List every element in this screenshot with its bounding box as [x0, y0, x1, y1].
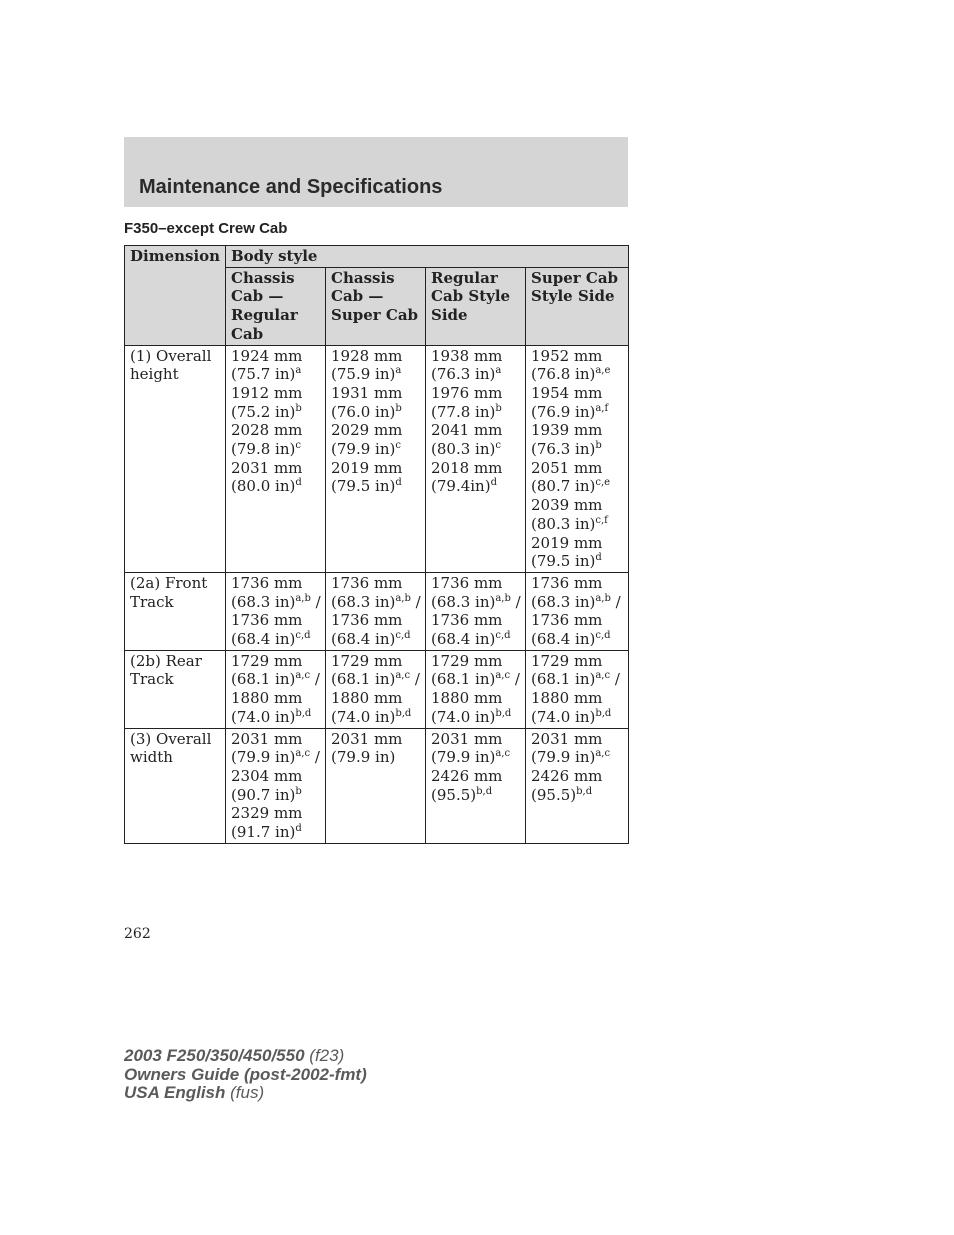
cell-line [331, 670, 420, 689]
cell-value: (79.4in) [431, 477, 491, 496]
footnote-marker: c,e [595, 477, 611, 489]
cell-value: 2031 mm [231, 458, 303, 477]
footnote-marker: a [495, 365, 502, 377]
table-header-row [125, 246, 629, 268]
cell-value: (68.3 in) [531, 592, 596, 611]
cell-line [231, 403, 320, 422]
cell-value: 2304 mm [231, 766, 303, 785]
footnote-marker: a,b [295, 592, 311, 604]
table-cell [526, 345, 629, 572]
footnote-marker: c,d [295, 630, 311, 642]
cell-value: (79.9 in) [531, 748, 596, 767]
row-label: (3) Overall width [125, 728, 226, 843]
cell-value: 2019 mm [531, 533, 603, 552]
header-body-style-0: Chassis Cab — Regular Cab [226, 267, 326, 345]
cell-value: (79.5 in) [531, 552, 596, 571]
cell-line [231, 730, 320, 749]
cell-line [531, 403, 623, 422]
cell-value: (68.1 in) [331, 670, 396, 689]
cell-value: (80.0 in) [231, 477, 296, 496]
cell-value: 2031 mm [331, 729, 403, 748]
cell-line [231, 630, 320, 649]
cell-line [431, 384, 520, 403]
footnote-marker: d [295, 477, 302, 489]
cell-value: 1729 mm [231, 651, 303, 670]
cell-value: (76.3 in) [431, 365, 496, 384]
cell-line [531, 347, 623, 366]
cell-value: 1976 mm [431, 383, 503, 402]
cell-value: 1736 mm [331, 573, 403, 592]
cell-line [431, 574, 520, 593]
cell-line [531, 384, 623, 403]
cell-line [231, 823, 320, 842]
table-row [125, 650, 629, 728]
cell-value: 1736 mm [231, 611, 303, 630]
cell-line [231, 347, 320, 366]
page-number: 262 [124, 926, 151, 942]
footnote-marker: b [595, 440, 602, 452]
cell-line [531, 748, 623, 767]
table-cell [526, 728, 629, 843]
cell-line [431, 365, 520, 384]
cell-line [231, 804, 320, 823]
cell-line [231, 440, 320, 459]
header-body-style-3: Super Cab Style Side [526, 267, 629, 345]
cell-line [331, 708, 420, 727]
cell-value: (68.4 in) [531, 630, 596, 649]
cell-line [531, 730, 623, 749]
cell-value: (79.5 in) [331, 477, 396, 496]
cell-line [331, 574, 420, 593]
cell-value: (79.8 in) [231, 440, 296, 459]
cell-line [431, 730, 520, 749]
table-cell [226, 345, 326, 572]
table-cell [226, 650, 326, 728]
cell-value: (68.1 in) [231, 670, 296, 689]
cell-value: 1924 mm [231, 346, 303, 365]
cell-value: 1736 mm [531, 573, 603, 592]
cell-line [331, 477, 420, 496]
cell-value: 2051 mm [531, 458, 603, 477]
cell-line [331, 748, 420, 767]
cell-line [231, 708, 320, 727]
footnote-marker: b [395, 402, 402, 414]
cell-value: (74.0 in) [231, 707, 296, 726]
cell-line [531, 534, 623, 553]
footnote-marker: a,c [495, 748, 511, 760]
cell-value: (80.3 in) [431, 440, 496, 459]
footer-language-code: (fus) [225, 1083, 265, 1102]
cell-line [431, 440, 520, 459]
footer-model-code: (f23) [304, 1046, 345, 1065]
cell-line [531, 670, 623, 689]
table-cell [526, 650, 629, 728]
cell-line [531, 477, 623, 496]
cell-line [231, 421, 320, 440]
footnote-marker: d [395, 477, 402, 489]
cell-separator: / [510, 670, 520, 689]
header-dimension: Dimension [125, 246, 226, 346]
cell-separator: / [610, 592, 621, 611]
cell-value: 1912 mm [231, 383, 303, 402]
footnote-marker: b,d [476, 785, 493, 797]
header-body-style: Body style [226, 246, 629, 268]
table-cell [226, 572, 326, 650]
cell-line [431, 652, 520, 671]
cell-value: 1736 mm [431, 611, 503, 630]
cell-value: 1931 mm [331, 383, 403, 402]
cell-value: (75.2 in) [231, 402, 296, 421]
footnote-marker: d [595, 552, 602, 564]
cell-value: (74.0 in) [331, 707, 396, 726]
cell-value: 1954 mm [531, 383, 603, 402]
cell-value: 1952 mm [531, 346, 603, 365]
cell-line [531, 689, 623, 708]
cell-line [231, 365, 320, 384]
cell-line [531, 652, 623, 671]
cell-separator: / [310, 748, 320, 767]
cell-line [531, 630, 623, 649]
table-body [125, 345, 629, 843]
footnote-marker: c,d [395, 630, 411, 642]
dimensions-table [124, 245, 629, 844]
table-row [125, 572, 629, 650]
row-label: (2b) Rear Track [125, 650, 226, 728]
cell-line [531, 574, 623, 593]
cell-line [431, 593, 520, 612]
cell-value: (68.4 in) [331, 630, 396, 649]
cell-line [231, 459, 320, 478]
table-cell [426, 345, 526, 572]
cell-value: (68.3 in) [331, 592, 396, 611]
cell-value: 1736 mm [431, 573, 503, 592]
cell-value: 2028 mm [231, 421, 303, 440]
cell-line [431, 459, 520, 478]
table-cell [226, 728, 326, 843]
section-title: Maintenance and Specifications [139, 176, 443, 198]
cell-line [431, 786, 520, 805]
cell-value: 1729 mm [431, 651, 503, 670]
cell-line [331, 730, 420, 749]
footnote-marker: b [295, 402, 302, 414]
cell-line [531, 593, 623, 612]
cell-line [231, 652, 320, 671]
cell-value: 2426 mm [431, 766, 503, 785]
table-title: F350–except Crew Cab [124, 220, 288, 237]
cell-line [231, 689, 320, 708]
footnote-marker: d [490, 477, 497, 489]
cell-value: (68.1 in) [431, 670, 496, 689]
cell-line [531, 611, 623, 630]
cell-value: 2029 mm [331, 421, 403, 440]
footnote-marker: a,c [295, 670, 311, 682]
cell-line [531, 496, 623, 515]
cell-value: (90.7 in) [231, 785, 296, 804]
cell-line [331, 593, 420, 612]
cell-line [331, 689, 420, 708]
cell-line [531, 515, 623, 534]
cell-line [431, 403, 520, 422]
cell-value: 1736 mm [331, 611, 403, 630]
cell-value: 1736 mm [531, 611, 603, 630]
table-row [125, 728, 629, 843]
footnote-marker: c,f [595, 514, 608, 526]
cell-value: (80.3 in) [531, 514, 596, 533]
cell-value: 2031 mm [231, 729, 303, 748]
footnote-marker: a,c [295, 748, 311, 760]
cell-value: (68.1 in) [531, 670, 596, 689]
table-cell [426, 572, 526, 650]
footnote-marker: a [295, 365, 302, 377]
table-cell [426, 728, 526, 843]
footnote-marker: b,d [395, 707, 412, 719]
cell-line [431, 630, 520, 649]
cell-line [431, 670, 520, 689]
cell-value: 2019 mm [331, 458, 403, 477]
cell-value: (91.7 in) [231, 823, 296, 842]
table-row [125, 345, 629, 572]
cell-separator: / [310, 592, 321, 611]
footnote-marker: b [495, 402, 502, 414]
footnote-marker: a,c [595, 670, 611, 682]
footnote-marker: c,d [495, 630, 511, 642]
footnote-marker: a,c [395, 670, 411, 682]
footnote-marker: a,e [595, 365, 611, 377]
cell-value: (79.9 in) [231, 748, 296, 767]
cell-line [531, 552, 623, 571]
cell-value: 1880 mm [231, 689, 303, 708]
cell-value: (76.8 in) [531, 365, 596, 384]
cell-line [231, 670, 320, 689]
cell-value: 1880 mm [331, 689, 403, 708]
footnote-marker: a,b [595, 592, 611, 604]
footnote-marker: d [295, 823, 302, 835]
cell-value: (68.3 in) [231, 592, 296, 611]
table-cell [426, 650, 526, 728]
cell-line [231, 611, 320, 630]
cell-line [231, 767, 320, 786]
footnote-marker: a,f [595, 402, 609, 414]
cell-value: 1938 mm [431, 346, 503, 365]
cell-line [531, 786, 623, 805]
footnote-marker: c [395, 440, 401, 452]
table-cell [326, 572, 426, 650]
table-cell [326, 650, 426, 728]
footnote-marker: b,d [495, 707, 512, 719]
cell-value: (79.9 in) [331, 748, 396, 767]
cell-separator: / [510, 592, 521, 611]
cell-value: 2426 mm [531, 766, 603, 785]
cell-line [531, 365, 623, 384]
cell-line [431, 421, 520, 440]
cell-value: (79.9 in) [331, 440, 396, 459]
cell-line [431, 708, 520, 727]
cell-line [331, 421, 420, 440]
footnote-marker: b [295, 785, 302, 797]
header-body-style-2: Regular Cab Style Side [426, 267, 526, 345]
cell-value: 1729 mm [531, 651, 603, 670]
cell-line [431, 611, 520, 630]
table-cell [326, 345, 426, 572]
footnote-marker: c [295, 440, 301, 452]
cell-value: (74.0 in) [531, 707, 596, 726]
footnote-marker: c,d [595, 630, 611, 642]
cell-value: 1939 mm [531, 421, 603, 440]
cell-line [331, 365, 420, 384]
cell-value: (68.3 in) [431, 592, 496, 611]
footnote-marker: a,c [495, 670, 511, 682]
cell-value: 1928 mm [331, 346, 403, 365]
footnote-marker: b,d [595, 707, 612, 719]
cell-line [531, 459, 623, 478]
cell-line [431, 748, 520, 767]
table-cell [526, 572, 629, 650]
cell-line [331, 384, 420, 403]
cell-line [231, 574, 320, 593]
cell-line [331, 347, 420, 366]
cell-value: (68.4 in) [431, 630, 496, 649]
cell-value: (80.7 in) [531, 477, 596, 496]
footnote-marker: a [395, 365, 402, 377]
cell-line [231, 593, 320, 612]
cell-line [331, 611, 420, 630]
cell-line [431, 477, 520, 496]
cell-line [531, 440, 623, 459]
cell-line [331, 403, 420, 422]
cell-value: (76.9 in) [531, 402, 596, 421]
cell-line [531, 708, 623, 727]
cell-value: (68.4 in) [231, 630, 296, 649]
cell-value: (76.3 in) [531, 440, 596, 459]
footer-model: 2003 F250/350/450/550 [124, 1046, 305, 1065]
footnote-marker: a,b [395, 592, 411, 604]
cell-value: (95.5) [531, 785, 577, 804]
cell-value: 1880 mm [531, 689, 603, 708]
cell-line [431, 767, 520, 786]
cell-value: 2041 mm [431, 421, 503, 440]
cell-value: (76.0 in) [331, 402, 396, 421]
cell-value: (74.0 in) [431, 707, 496, 726]
footnote-marker: b,d [576, 785, 593, 797]
cell-value: (95.5) [431, 785, 477, 804]
footnote-marker: c [495, 440, 501, 452]
cell-line [331, 459, 420, 478]
cell-value: (79.9 in) [431, 748, 496, 767]
document-footer [124, 1047, 367, 1103]
cell-line [231, 748, 320, 767]
cell-line [231, 384, 320, 403]
cell-line [431, 347, 520, 366]
cell-separator: / [610, 670, 620, 689]
header-body-style-1: Chassis Cab — Super Cab [326, 267, 426, 345]
table-cell [326, 728, 426, 843]
cell-value: (75.7 in) [231, 365, 296, 384]
cell-separator: / [310, 670, 320, 689]
cell-line [531, 767, 623, 786]
cell-separator: / [410, 670, 420, 689]
cell-value: 1880 mm [431, 689, 503, 708]
cell-value: 1729 mm [331, 651, 403, 670]
cell-line [331, 630, 420, 649]
footer-language: USA English [124, 1083, 226, 1102]
cell-value: (75.9 in) [331, 365, 396, 384]
cell-value: (77.8 in) [431, 402, 496, 421]
cell-separator: / [410, 592, 421, 611]
cell-line [331, 652, 420, 671]
cell-value: 2031 mm [431, 729, 503, 748]
cell-value: 2018 mm [431, 458, 503, 477]
cell-value: 1736 mm [231, 573, 303, 592]
cell-line [531, 421, 623, 440]
footer-guide: Owners Guide (post-2002-fmt) [124, 1064, 367, 1084]
cell-line [231, 786, 320, 805]
cell-line [231, 477, 320, 496]
cell-line [331, 440, 420, 459]
row-label: (2a) Front Track [125, 572, 226, 650]
cell-line [431, 689, 520, 708]
row-label: (1) Overall height [125, 345, 226, 572]
footnote-marker: a,b [495, 592, 511, 604]
footnote-marker: b,d [295, 707, 312, 719]
cell-value: 2039 mm [531, 496, 603, 515]
footnote-marker: a,c [595, 748, 611, 760]
cell-value: 2031 mm [531, 729, 603, 748]
cell-value: 2329 mm [231, 804, 303, 823]
